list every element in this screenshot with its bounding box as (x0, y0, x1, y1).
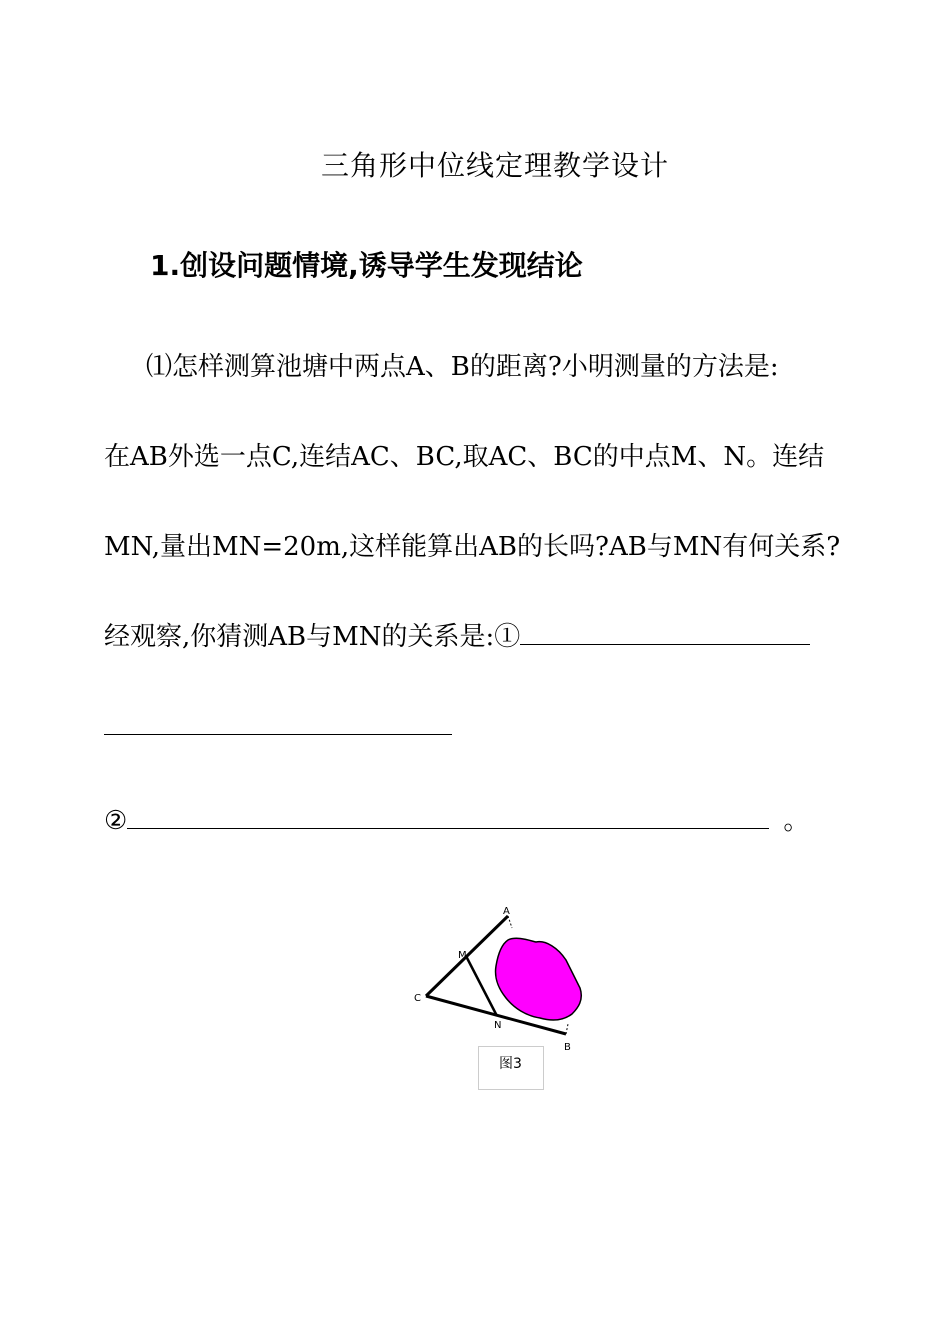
guess-prompt: 经观察,你猜测AB与MN的关系是:① (104, 622, 521, 652)
point-label-n: N (494, 1020, 502, 1031)
figure-caption: 图3 (499, 1056, 522, 1072)
paragraph-line-1: ⑴怎样测算池塘中两点A、B的距离?小明测量的方法是: (146, 352, 779, 382)
point-label-c: C (414, 993, 421, 1004)
answer-one-continuation (104, 710, 452, 742)
answer-one-blank (520, 620, 810, 645)
point-label-b: B (564, 1042, 571, 1053)
answer-two-blank (127, 804, 769, 829)
document-title: 三角形中位线定理教学设计 (320, 149, 669, 182)
point-label-m: M (458, 950, 467, 961)
paragraph-line-2: 在AB外选一点C,连结AC、BC,取AC、BC的中点M、N。连结 (104, 442, 825, 472)
answer-two-line (104, 800, 809, 837)
sightline-a (508, 916, 512, 928)
answer-two-period: 。 (783, 806, 810, 836)
paragraph-line-4 (104, 616, 810, 653)
figure-caption-box (478, 1046, 544, 1090)
paragraph-line-3: MN,量出MN=20m,这样能算出AB的长吗?AB与MN有何关系? (104, 532, 841, 562)
section-heading: 1.创设问题情境,诱导学生发现结论 (150, 249, 583, 282)
sightline-b (566, 1024, 568, 1034)
point-label-a: A (503, 906, 510, 917)
answer-two-marker: ② (104, 806, 128, 836)
answer-one-blank-continued (104, 710, 452, 735)
pond-shape (495, 938, 581, 1020)
